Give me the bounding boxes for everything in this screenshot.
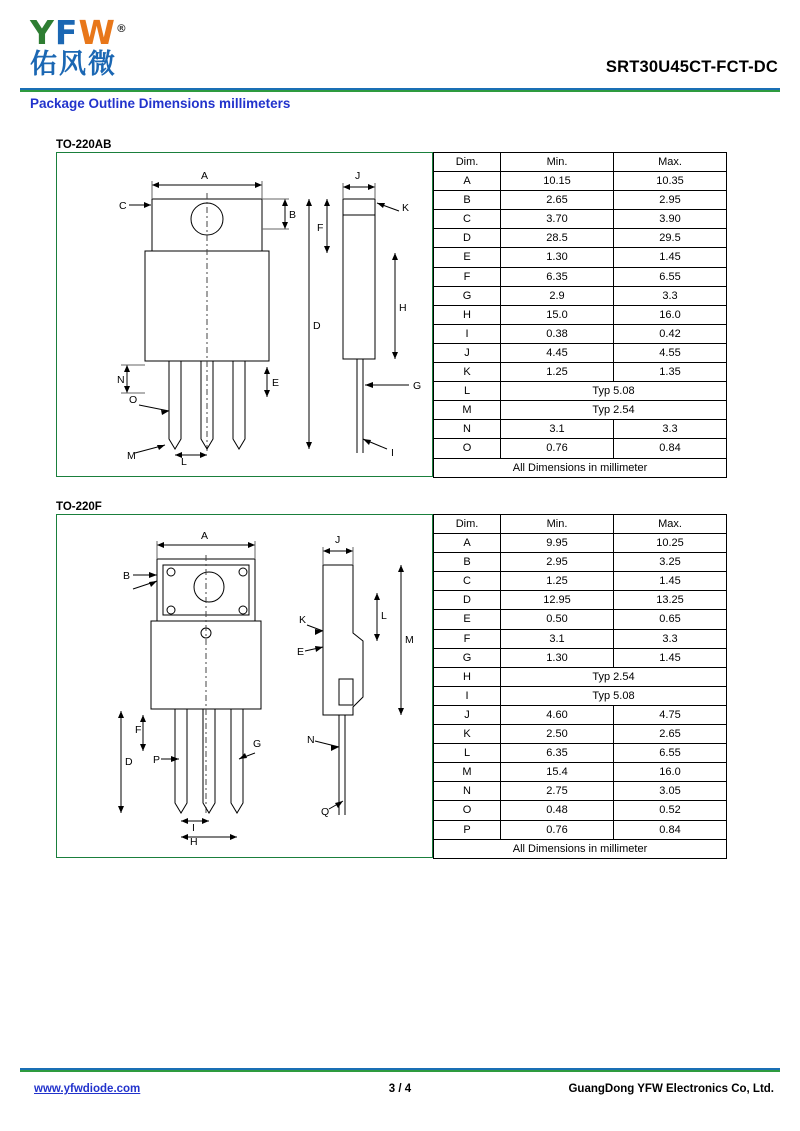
cell-max: 1.35 <box>614 363 727 382</box>
th-max: Max. <box>614 153 727 172</box>
logo-chinese-name: 佑风微 <box>30 49 117 80</box>
cell-min: 3.1 <box>501 629 614 648</box>
table-row <box>434 363 727 382</box>
table-row <box>434 229 727 248</box>
cell-max: 0.42 <box>614 324 727 343</box>
cell-min: 3.1 <box>501 420 614 439</box>
table-row <box>434 572 727 591</box>
cell-max: 1.45 <box>614 248 727 267</box>
cell-dim: D <box>434 591 501 610</box>
logo-wordmark: YFW® <box>30 13 128 52</box>
table-row <box>434 401 727 420</box>
cell-dim: G <box>434 286 501 305</box>
cell-max: 4.55 <box>614 343 727 362</box>
cell-dim: E <box>434 610 501 629</box>
cell-min: 0.48 <box>501 801 614 820</box>
cell-dim: M <box>434 763 501 782</box>
cell-dim: O <box>434 801 501 820</box>
table-row <box>434 439 727 458</box>
cell-dim: I <box>434 324 501 343</box>
footer-company-name: GuangDong YFW Electronics Co, Ltd. <box>568 1083 774 1095</box>
cell-dim: D <box>434 229 501 248</box>
cell-dim: F <box>434 267 501 286</box>
cell-max: 3.05 <box>614 782 727 801</box>
cell-min: 28.5 <box>501 229 614 248</box>
dim-label-P: P <box>153 754 161 766</box>
cell-min: 6.35 <box>501 744 614 763</box>
cell-max: 3.3 <box>614 420 727 439</box>
registered-trademark-icon: ® <box>115 22 128 35</box>
th-max: Max. <box>614 515 727 534</box>
cell-min: 1.30 <box>501 648 614 667</box>
cell-min: 12.95 <box>501 591 614 610</box>
to220ab-outline-svg <box>57 153 434 478</box>
dim-label-I: I <box>391 447 394 459</box>
to220f-dimension-table <box>433 514 727 859</box>
cell-dim: I <box>434 686 501 705</box>
cell-min: 15.4 <box>501 763 614 782</box>
cell-dim: N <box>434 420 501 439</box>
dim-label-F: F <box>135 724 142 736</box>
cell-min: 2.65 <box>501 191 614 210</box>
table-row <box>434 382 727 401</box>
cell-dim: A <box>434 534 501 553</box>
table-footnote-row <box>434 839 727 858</box>
cell-max: 2.95 <box>614 191 727 210</box>
table-header-row <box>434 515 727 534</box>
package-block-to220ab <box>56 152 727 478</box>
cell-footnote: All Dimensions in millimeter <box>434 839 727 858</box>
dim-label-C: C <box>119 200 127 212</box>
cell-max: 10.35 <box>614 172 727 191</box>
cell-dim: G <box>434 648 501 667</box>
cell-dim: B <box>434 553 501 572</box>
cell-max: 0.65 <box>614 610 727 629</box>
dim-label-N: N <box>307 734 315 746</box>
table-row <box>434 629 727 648</box>
cell-min: 9.95 <box>501 534 614 553</box>
table-row <box>434 172 727 191</box>
cell-min: 0.50 <box>501 610 614 629</box>
table-row <box>434 343 727 362</box>
cell-footnote: All Dimensions in millimeter <box>434 458 727 477</box>
cell-max: 3.3 <box>614 629 727 648</box>
package-label-to220ab: TO-220AB <box>56 139 112 151</box>
footer-website-link[interactable]: www.yfwdiode.com <box>34 1083 141 1095</box>
cell-dim: H <box>434 667 501 686</box>
dim-label-J: J <box>355 170 361 182</box>
table-row <box>434 782 727 801</box>
cell-min: 4.60 <box>501 705 614 724</box>
table-row <box>434 610 727 629</box>
cell-max: 16.0 <box>614 305 727 324</box>
cell-max: 10.25 <box>614 534 727 553</box>
dim-label-G: G <box>413 380 422 392</box>
cell-max: 0.84 <box>614 439 727 458</box>
cell-dim: L <box>434 382 501 401</box>
table-row <box>434 648 727 667</box>
to220f-outline-svg <box>57 515 434 859</box>
cell-dim: J <box>434 343 501 362</box>
cell-dim: C <box>434 210 501 229</box>
dim-label-D: D <box>313 320 321 332</box>
dim-label-E: E <box>297 646 305 658</box>
cell-dim: O <box>434 439 501 458</box>
to220f-drawing <box>56 514 433 858</box>
cell-min: 0.76 <box>501 820 614 839</box>
cell-max: 4.75 <box>614 705 727 724</box>
cell-min: 2.9 <box>501 286 614 305</box>
cell-max: 16.0 <box>614 763 727 782</box>
dim-label-M: M <box>127 450 136 462</box>
th-dim: Dim. <box>434 515 501 534</box>
company-logo <box>30 13 210 80</box>
cell-min: 2.50 <box>501 725 614 744</box>
table-row <box>434 686 727 705</box>
cell-dim: A <box>434 172 501 191</box>
dim-label-L: L <box>181 456 187 468</box>
page-number: 3 / 4 <box>388 1083 412 1095</box>
dim-label-M: M <box>405 634 414 646</box>
cell-dim: K <box>434 363 501 382</box>
cell-max: 0.84 <box>614 820 727 839</box>
cell-dim: K <box>434 725 501 744</box>
dim-label-D: D <box>125 756 133 768</box>
cell-dim: J <box>434 705 501 724</box>
dim-label-K: K <box>299 614 307 626</box>
dim-label-H: H <box>190 836 198 848</box>
dim-label-E: E <box>272 377 280 389</box>
table-row <box>434 801 727 820</box>
cell-min: 0.76 <box>501 439 614 458</box>
dim-label-J: J <box>335 534 341 546</box>
footer-divider-green <box>20 1070 780 1072</box>
table-row <box>434 191 727 210</box>
cell-dim: E <box>434 248 501 267</box>
dim-label-A: A <box>201 170 209 182</box>
to220ab-dimension-table <box>433 152 727 478</box>
dim-label-B: B <box>289 209 297 221</box>
table-row <box>434 534 727 553</box>
th-dim: Dim. <box>434 153 501 172</box>
cell-min: 1.25 <box>501 572 614 591</box>
cell-dim: L <box>434 744 501 763</box>
table-row <box>434 725 727 744</box>
dim-label-L: L <box>381 610 387 622</box>
cell-min: 2.95 <box>501 553 614 572</box>
table-row <box>434 705 727 724</box>
cell-max: 3.25 <box>614 553 727 572</box>
cell-dim: P <box>434 820 501 839</box>
cell-min: 1.30 <box>501 248 614 267</box>
cell-max: 0.52 <box>614 801 727 820</box>
table-row <box>434 267 727 286</box>
cell-dim: N <box>434 782 501 801</box>
package-label-to220f: TO-220F <box>56 501 102 513</box>
cell-max: 1.45 <box>614 648 727 667</box>
table-row <box>434 591 727 610</box>
th-min: Min. <box>501 153 614 172</box>
dim-label-I: I <box>192 822 195 834</box>
cell-span: Typ 5.08 <box>501 382 727 401</box>
cell-max: 13.25 <box>614 591 727 610</box>
cell-max: 29.5 <box>614 229 727 248</box>
table-row <box>434 210 727 229</box>
cell-dim: H <box>434 305 501 324</box>
table-row <box>434 763 727 782</box>
table-row <box>434 248 727 267</box>
table-row <box>434 744 727 763</box>
cell-min: 1.25 <box>501 363 614 382</box>
cell-max: 6.55 <box>614 744 727 763</box>
table-row <box>434 420 727 439</box>
cell-min: 15.0 <box>501 305 614 324</box>
table-row <box>434 820 727 839</box>
dim-label-B: B <box>123 570 131 582</box>
cell-max: 3.90 <box>614 210 727 229</box>
table-row <box>434 667 727 686</box>
cell-min: 10.15 <box>501 172 614 191</box>
cell-dim: M <box>434 401 501 420</box>
cell-min: 0.38 <box>501 324 614 343</box>
cell-max: 6.55 <box>614 267 727 286</box>
table-row <box>434 553 727 572</box>
dim-label-O: O <box>129 394 138 406</box>
cell-span: Typ 2.54 <box>501 667 727 686</box>
th-min: Min. <box>501 515 614 534</box>
cell-dim: C <box>434 572 501 591</box>
cell-min: 6.35 <box>501 267 614 286</box>
cell-max: 3.3 <box>614 286 727 305</box>
dim-label-F: F <box>317 222 324 234</box>
dim-label-G: G <box>253 738 262 750</box>
table-row <box>434 286 727 305</box>
dim-label-Q: Q <box>321 806 330 818</box>
page-title: SRT30U45CT-FCT-DC <box>605 58 778 76</box>
package-block-to220f <box>56 514 727 859</box>
dim-label-H: H <box>399 302 407 314</box>
cell-min: 2.75 <box>501 782 614 801</box>
table-footnote-row <box>434 458 727 477</box>
cell-span: Typ 5.08 <box>501 686 727 705</box>
cell-min: 4.45 <box>501 343 614 362</box>
header-divider-green <box>20 90 780 92</box>
cell-max: 1.45 <box>614 572 727 591</box>
table-row <box>434 305 727 324</box>
page-footer <box>0 1080 800 1110</box>
cell-min: 3.70 <box>501 210 614 229</box>
dim-label-A: A <box>201 530 209 542</box>
table-header-row <box>434 153 727 172</box>
to220ab-drawing <box>56 152 433 477</box>
cell-dim: B <box>434 191 501 210</box>
cell-max: 2.65 <box>614 725 727 744</box>
dim-label-N: N <box>117 374 125 386</box>
dim-label-K: K <box>402 202 410 214</box>
cell-dim: F <box>434 629 501 648</box>
cell-span: Typ 2.54 <box>501 401 727 420</box>
section-title: Package Outline Dimensions millimeters <box>30 96 291 111</box>
table-row <box>434 324 727 343</box>
page-header <box>0 0 800 96</box>
